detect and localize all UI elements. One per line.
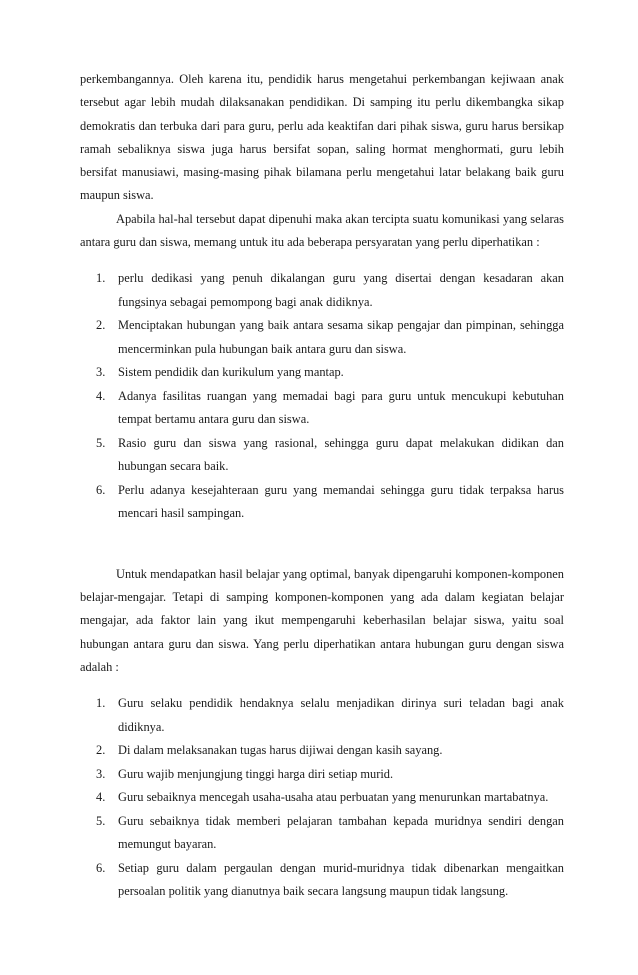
list-item-text: perlu dedikasi yang penuh dikalangan guru yang disertai dengan kesadaran akan fungsinya sebagai pemompong bagi anak didiknya. [118,271,564,309]
list-item [82,857,564,904]
list-number: 1. [96,696,106,711]
list-item [82,267,564,314]
list-item [82,739,564,763]
teacher-guidelines-list [80,692,564,904]
list-item [82,361,564,385]
spacer [80,679,564,692]
list-number: 2. [96,743,106,758]
list-number: 4. [96,388,106,403]
list-item [82,479,564,526]
list-item [82,432,564,479]
list-item-text: Di dalam melaksanakan tugas harus dijiwai dengan kasih sayang. [118,743,443,758]
spacer [80,526,564,563]
list-number: 2. [96,318,106,333]
list-number: 6. [96,482,106,497]
list-item-text: Menciptakan hubungan yang baik antara sesama sikap pengajar dan pimpinan, sehingga mencerminkan pula hubungan baik antara guru dan siswa. [118,318,564,356]
list-item-text: Guru selaku pendidik hendaknya selalu menjadikan dirinya suri teladan bagi anak didiknya. [118,696,564,734]
list-item-text: Guru wajib menjungjung tinggi harga diri setiap murid. [118,766,394,781]
list-number: 6. [96,860,106,875]
list-number: 4. [96,790,106,805]
paragraph-teacher-student-relation: Untuk mendapatkan hasil belajar yang optimal, banyak dipengaruhi komponen-komponen belajar-mengajar. Tetapi di samping komponen-komponen yang ada dalam kegiatan belajar mengajar, ada faktor lain yang ikut mempengaruhi keberhasilan belajar siswa, yaitu soal hubungan antara guru dan siswa. Yang perlu diperhatikan antara hubungan guru dengan siswa adalah : [80,566,564,675]
list-number: 1. [96,271,106,286]
requirements-list [80,267,564,526]
list-item-text: Sistem pendidik dan kurikulum yang mantap. [118,365,344,380]
list-item-text: Guru sebaiknya tidak memberi pelajaran tambahan kepada muridnya sendiri dengan memungut bayaran. [118,813,564,852]
list-item-text: Perlu adanya kesejahteraan guru yang memandai sehingga guru tidak terpaksa harus mencari hasil sampingan. [118,482,564,521]
list-item [82,385,564,432]
spacer [80,254,564,267]
paragraph-requirements-intro: Apabila hal-hal tersebut dapat dipenuhi maka akan tercipta suatu komunikasi yang selaras antara guru dan siswa, memang untuk itu ada beberapa persyaratan yang perlu diperhatikan : [80,211,564,250]
list-number: 5. [96,435,106,450]
list-number: 5. [96,813,106,828]
list-item [82,786,564,810]
list-item-text: Rasio guru dan siswa yang rasional, sehingga guru dapat melakukan didikan dan hubungan secara baik. [118,435,564,474]
list-item [82,763,564,787]
list-item-text: Guru sebaiknya mencegah usaha-usaha atau perbuatan yang menurunkan martabatnya. [118,790,549,805]
list-item [82,692,564,739]
list-number: 3. [96,766,106,781]
paragraph-intro: perkembangannya. Oleh karena itu, pendidik harus mengetahui perkembangan kejiwaan anak tersebut agar lebih mudah dilaksanakan pendidikan. Di samping itu perlu dikembangka sikap demokratis dan terbuka dari para guru, perlu ada keaktifan dari pihak siswa, guru harus bersikap ramah sebaliknya siswa juga harus bersifat sopan, saling hormat menghormati, guru lebih bersifat manusiawi, masing-masing pihak bilamana perlu mengetahui latar belakang baik guru maupun siswa. [80,72,564,203]
list-item-text: Adanya fasilitas ruangan yang memadai bagi para guru untuk mencukupi kebutuhan tempat bertamu antara guru dan siswa. [118,388,564,427]
list-item [82,314,564,361]
list-number: 3. [96,365,106,380]
list-item-text: Setiap guru dalam pergaulan dengan murid-muridnya tidak dibenarkan mengaitkan persoalan politik yang dianutnya baik secara langsung maupun tidak langsung. [118,860,564,899]
list-item [82,810,564,857]
